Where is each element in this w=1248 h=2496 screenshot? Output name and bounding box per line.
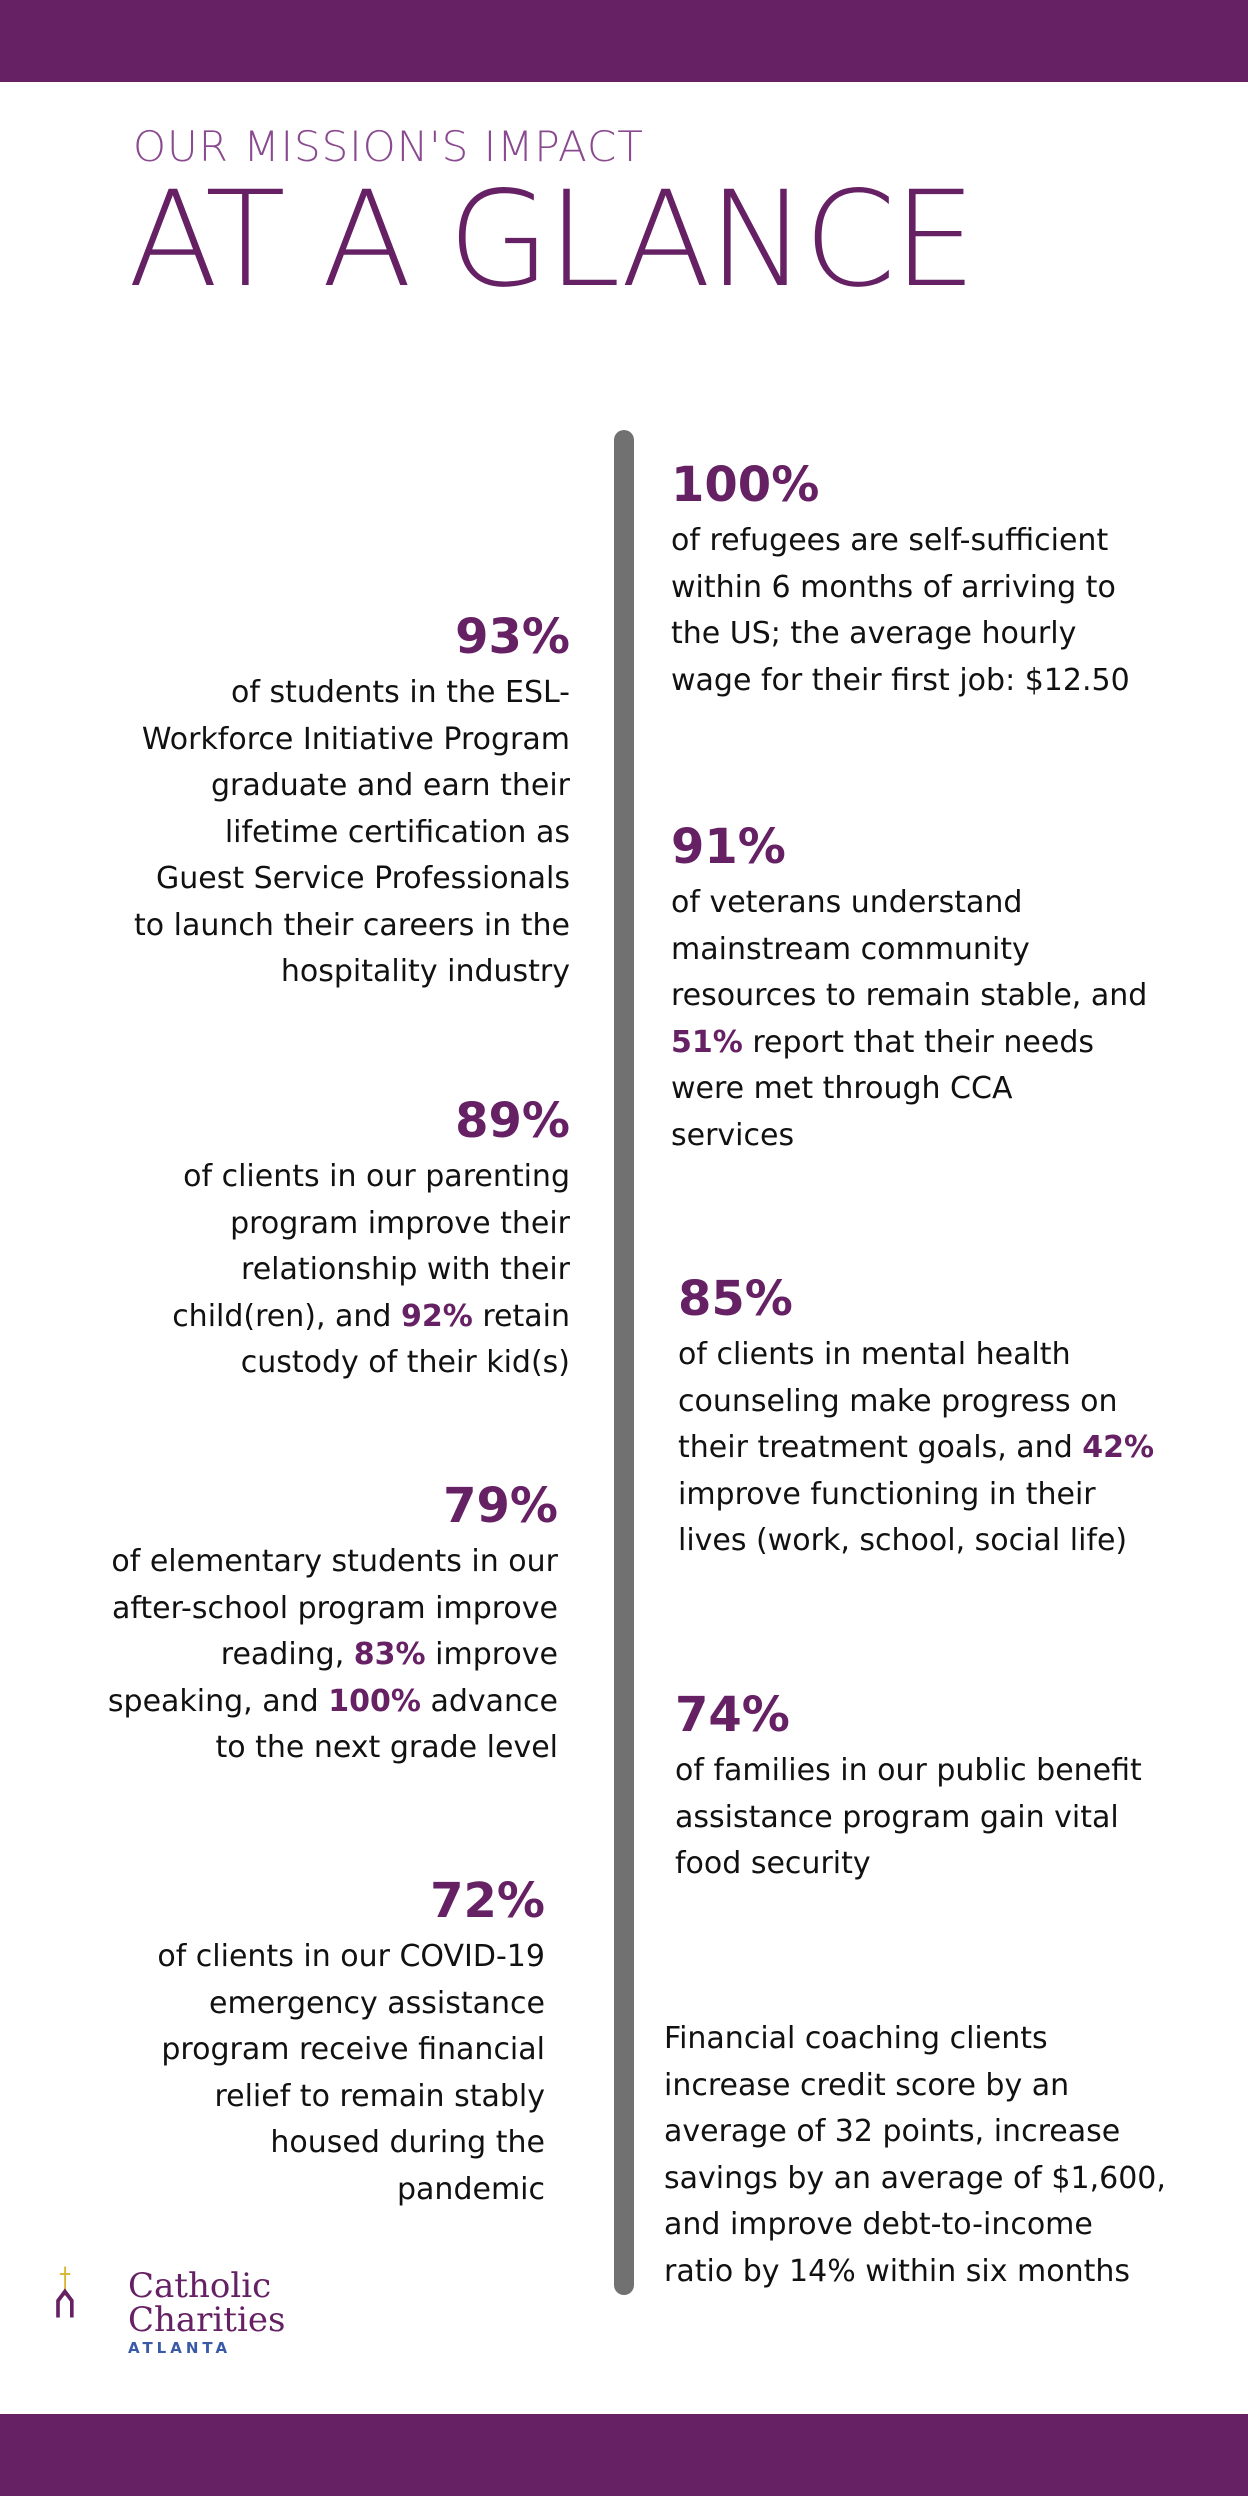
text-line: savings by an average of $1,600, (664, 2160, 1166, 2196)
header-title: AT A GLANCE (128, 163, 974, 317)
stat-text (130, 1154, 570, 1387)
text-line: of elementary students in our (111, 1544, 558, 1579)
text-line: emergency assistance (209, 1985, 545, 2021)
bottom-band (0, 2414, 1248, 2496)
text-line: the US; the average hourly (671, 616, 1077, 651)
text-line: of families in our public benefit (675, 1753, 1142, 1788)
highlight-percent: 100% (328, 1683, 421, 1719)
text-line (78, 1632, 558, 1679)
text-line (678, 1425, 1218, 1472)
text-line: improve functioning in their (678, 1476, 1096, 1512)
stat-72-block (105, 1872, 545, 2213)
text-line: to launch their careers in the (134, 907, 570, 943)
stat-text (130, 670, 570, 996)
text-line: food security (675, 1846, 871, 1881)
stat-percent: 100% (671, 457, 820, 513)
top-band (0, 0, 1248, 82)
text-line: lifetime certification as (224, 814, 570, 850)
text-part: reading, (220, 1637, 354, 1672)
highlight-percent: 83% (353, 1637, 426, 1672)
text-line (130, 1294, 570, 1341)
stat-text (678, 1332, 1218, 1565)
text-line: average of 32 points, increase (664, 2114, 1121, 2149)
stat-percent: 85% (678, 1271, 793, 1327)
highlight-percent: 42% (1082, 1430, 1155, 1465)
stat-79-block (78, 1477, 558, 1772)
text-line: wage for their first job: $12.50 (671, 662, 1130, 698)
logo-line-catholic: Catholic (128, 2266, 272, 2306)
text-line: housed during the (270, 2125, 545, 2160)
church-cross-icon (54, 2222, 134, 2362)
text-line: Financial coaching clients (664, 2021, 1048, 2056)
text-part: improve (425, 1637, 558, 1672)
financial-coaching-block (664, 2012, 1224, 2295)
text-line: resources to remain stable, and (671, 978, 1148, 1013)
text-part: retain (472, 1298, 570, 1334)
stat-text (671, 518, 1211, 704)
highlight-percent: 51% (671, 1024, 743, 1060)
stat-100-block (671, 456, 1211, 704)
highlight-percent: 92% (401, 1298, 473, 1334)
center-divider (614, 430, 634, 2295)
text-line: increase credit score by an (664, 2067, 1070, 2103)
text-line: of clients in mental health (678, 1337, 1071, 1372)
text-line: of students in the ESL- (231, 675, 570, 710)
stat-text (671, 880, 1211, 1159)
text-line: assistance program gain vital (675, 1799, 1119, 1835)
header-subtitle: OUR MISSION'S IMPACT (133, 122, 644, 171)
stat-text (105, 1934, 545, 2213)
stat-91-block (671, 818, 1211, 1159)
text-line: relief to remain stably (214, 2078, 545, 2114)
text-line: Workforce Initiative Program (141, 721, 570, 757)
stat-text (675, 1748, 1215, 1888)
text-line: of clients in our parenting (183, 1159, 570, 1194)
text-line: of refugees are self-sufficient (671, 523, 1109, 558)
text-line: services (671, 1117, 795, 1153)
text-line: and improve debt-to-income (664, 2207, 1093, 2242)
text-part: their treatment goals, and (678, 1430, 1083, 1465)
stat-text (78, 1539, 558, 1772)
stat-85-block (678, 1270, 1218, 1565)
logo-line-atlanta: ATLANTA (128, 2339, 232, 2357)
text-line: mainstream community (671, 931, 1030, 967)
stat-74-block (675, 1686, 1215, 1888)
text-line (671, 1020, 1211, 1067)
text-line: after-school program improve (111, 1590, 558, 1626)
text-line: Guest Service Professionals (156, 861, 570, 896)
stat-text (664, 2016, 1224, 2295)
stat-percent: 93% (455, 609, 570, 665)
text-line (78, 1679, 558, 1726)
text-line: pandemic (397, 2171, 545, 2207)
text-line: custody of their kid(s) (240, 1345, 570, 1380)
text-line: to the next grade level (215, 1730, 558, 1765)
text-part: advance (420, 1683, 558, 1719)
text-line: hospitality industry (280, 954, 570, 989)
text-line: ratio by 14% within six months (664, 2253, 1131, 2289)
text-line: were met through CCA (671, 1071, 1013, 1106)
text-line: relationship with their (241, 1252, 570, 1287)
text-line: within 6 months of arriving to (671, 569, 1116, 605)
stat-89-block (130, 1092, 570, 1387)
text-line: program receive financial (161, 2032, 545, 2067)
text-part: speaking, and (107, 1683, 329, 1719)
text-line: counseling make progress on (678, 1383, 1118, 1419)
text-line: lives (work, school, social life) (678, 1523, 1128, 1558)
stat-93-block (130, 608, 570, 996)
stat-percent: 74% (675, 1687, 790, 1743)
stat-percent: 89% (455, 1093, 570, 1149)
stat-percent: 72% (430, 1873, 545, 1929)
logo-line-charities: Charities (128, 2300, 286, 2340)
text-line: graduate and earn their (210, 768, 570, 803)
text-line: program improve their (230, 1205, 570, 1241)
stat-percent: 79% (443, 1478, 558, 1534)
text-line: of clients in our COVID-19 (157, 1939, 545, 1974)
text-part: child(ren), and (172, 1298, 402, 1334)
stat-percent: 91% (671, 819, 786, 875)
text-part: report that their needs (742, 1024, 1095, 1060)
text-line: of veterans understand (671, 885, 1023, 920)
